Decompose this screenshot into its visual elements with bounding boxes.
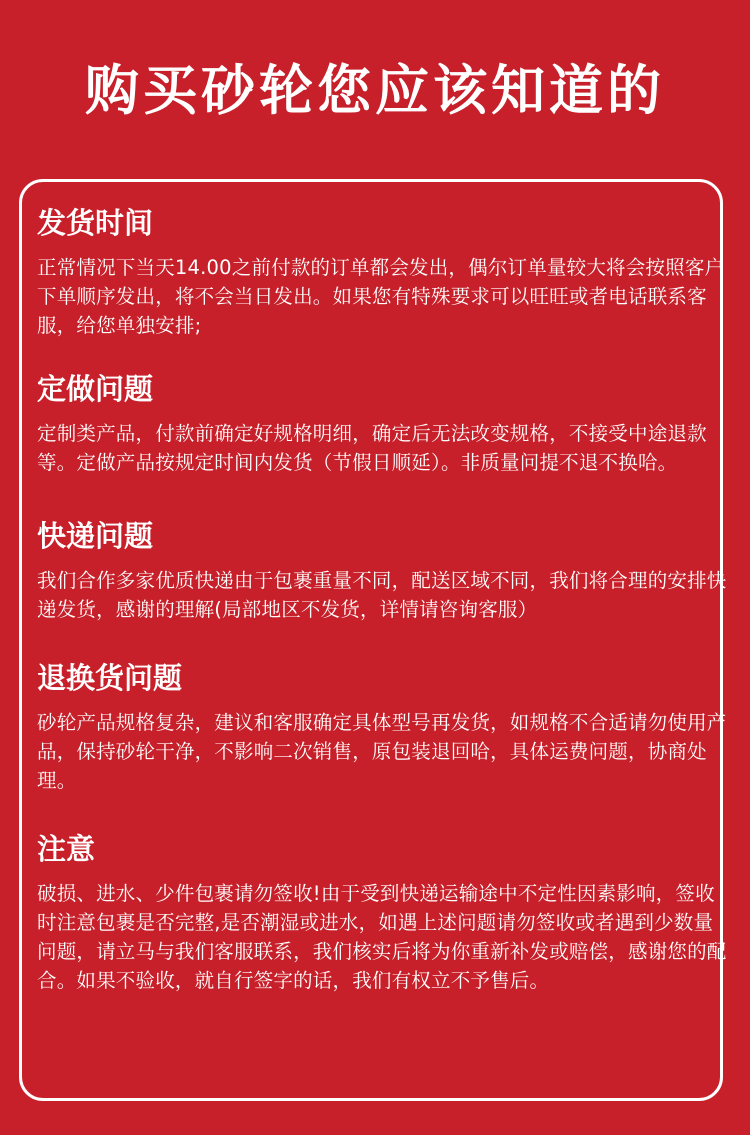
section-heading: 注意 [37,832,96,866]
section-body: 正常情况下当天14.00之前付款的订单都会发出，偶尔订单量较大将会按照客户下单顺序发出，将不会当日发出。如果您有特殊要求可以旺旺或者电话联系客服，给您单独安排; [37,256,725,337]
section-body: 砂轮产品规格复杂，建议和客服确定具体型号再发货，如规格不合适请勿使用产品，保持砂轮干净，不影响二次销售，原包装退回哈，具体运费问题，协商处理。 [37,711,727,792]
section-body: 我们合作多家优质快递由于包裹重量不同，配送区域不同，我们将合理的安排快递发货，感谢的理解(局部地区不发货，详情请咨询客服） [37,569,727,621]
section-shipping-time [37,205,727,340]
section-heading: 退换货问题 [37,661,183,695]
section-heading: 快递问题 [37,519,154,553]
section-courier [37,518,727,624]
section-returns [37,660,727,795]
section-heading: 发货时间 [37,206,154,240]
section-heading: 定做问题 [37,372,154,406]
page-title: 购买砂轮您应该知道的 [85,59,665,122]
section-body: 定制类产品，付款前确定好规格明细，确定后无法改变规格，不接受中途退款等。定做产品按规定时间内发货（节假日顺延）。非质量问提不退不换哈。 [37,422,707,474]
section-custom-order [37,371,727,477]
section-body: 破损、进水、少件包裹请勿签收!由于受到快递运输途中不定性因素影响，签收时注意包裹是否完整,是否潮湿或进水，如遇上述问题请勿签收或者遇到少数量问题，请立马与我们客服联系，我们核实后将为你重新补发或赔偿，感谢您的配合。如果不验收，就自行签字的话，我们有权立不予售后。 [37,882,727,992]
section-notice [37,831,727,995]
